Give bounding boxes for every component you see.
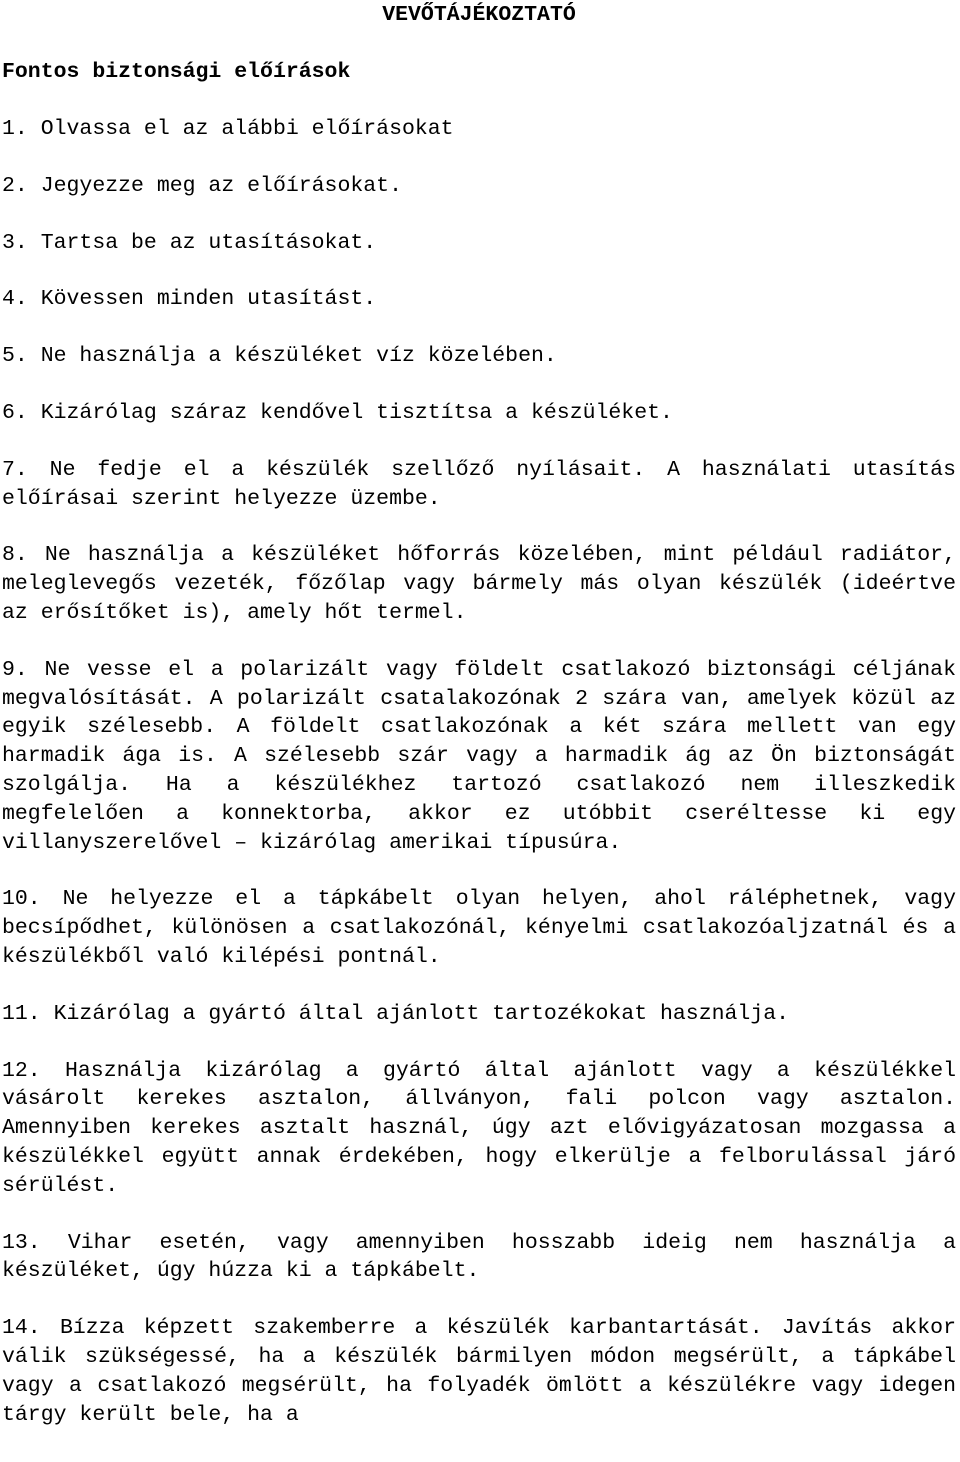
list-item: 11. Kizárólag a gyártó által ajánlott tartozékokat használja.: [2, 1001, 790, 1026]
section-heading: Fontos biztonsági előírások: [2, 60, 351, 84]
list-item: 7. Ne fedje el a készülék szellőző nyílásait. A használati utasítás előírásai szerint helyezze üzembe.: [2, 457, 956, 511]
list-item: 2. Jegyezze meg az előírásokat.: [2, 173, 402, 198]
list-item: 10. Ne helyezze el a tápkábelt olyan helyen, ahol ráléphetnek, vagy becsípődhet, különösen a csatlakozónál, kényelmi csatlakozóaljzatnál és a készülékből való kilépési pontnál.: [2, 887, 956, 969]
list-item: 5. Ne használja a készüléket víz közelében.: [2, 344, 557, 369]
safety-instructions-list: [2, 115, 956, 1429]
document-page: [2, 0, 956, 1451]
list-item: 14. Bízza képzett szakemberre a készülék karbantartását. Javítás akkor válik szükségessé, ha a készülék bármilyen módon megsérült, a tápkábel vagy a csatlakozó megsérült, ha folyadék ömlött a készülékre vagy idegen tárgy került bele, ha a: [2, 1316, 956, 1427]
list-item: 3. Tartsa be az utasításokat.: [2, 230, 377, 255]
document-title: VEVŐTÁJÉKOZTATÓ: [382, 3, 576, 27]
list-item: 6. Kizárólag száraz kendővel tisztítsa a készüléket.: [2, 400, 673, 425]
list-item: 12. Használja kizárólag a gyártó által ajánlott vagy a készülékkel vásárolt kerekes asztalon, állványon, fali polcon vagy asztalon. Amennyiben kerekes asztalt használ, úgy azt elővigyázatosan mozgassa a készülékkel együtt annak érdekében, hogy elkerülje a felborulással járó sérülést.: [2, 1058, 956, 1198]
list-item: 8. Ne használja a készüléket hőforrás közelében, mint például radiátor, meleglevegős vezeték, főzőlap vagy bármely más olyan készülék (ideértve az erősítőket is), amely hőt termel.: [2, 543, 956, 625]
list-item: 1. Olvassa el az alábbi előírásokat: [2, 117, 454, 141]
list-item: 13. Vihar esetén, vagy amennyiben hosszabb ideig nem használja a készüléket, úgy húzza ki a tápkábelt.: [2, 1230, 956, 1284]
list-item: 9. Ne vesse el a polarizált vagy földelt csatlakozó biztonsági céljának megvalósítását. A polarizált csatalakozónak 2 szára van, amelyek közül az egyik szélesebb. A földelt csatlakozónak a két szára mellett van egy harmadik ága is. A szélesebb szár vagy a harmadik ág az Ön biztonságát szolgálja. Ha a készülékhez tartozó csatlakozó nem illeszkedik megfelelően a konnektorba, akkor ez utóbbit cseréltesse ki egy villanyszerelővel – kizárólag amerikai típusúra.: [2, 657, 956, 855]
list-item: 4. Kövessen minden utasítást.: [2, 287, 377, 312]
